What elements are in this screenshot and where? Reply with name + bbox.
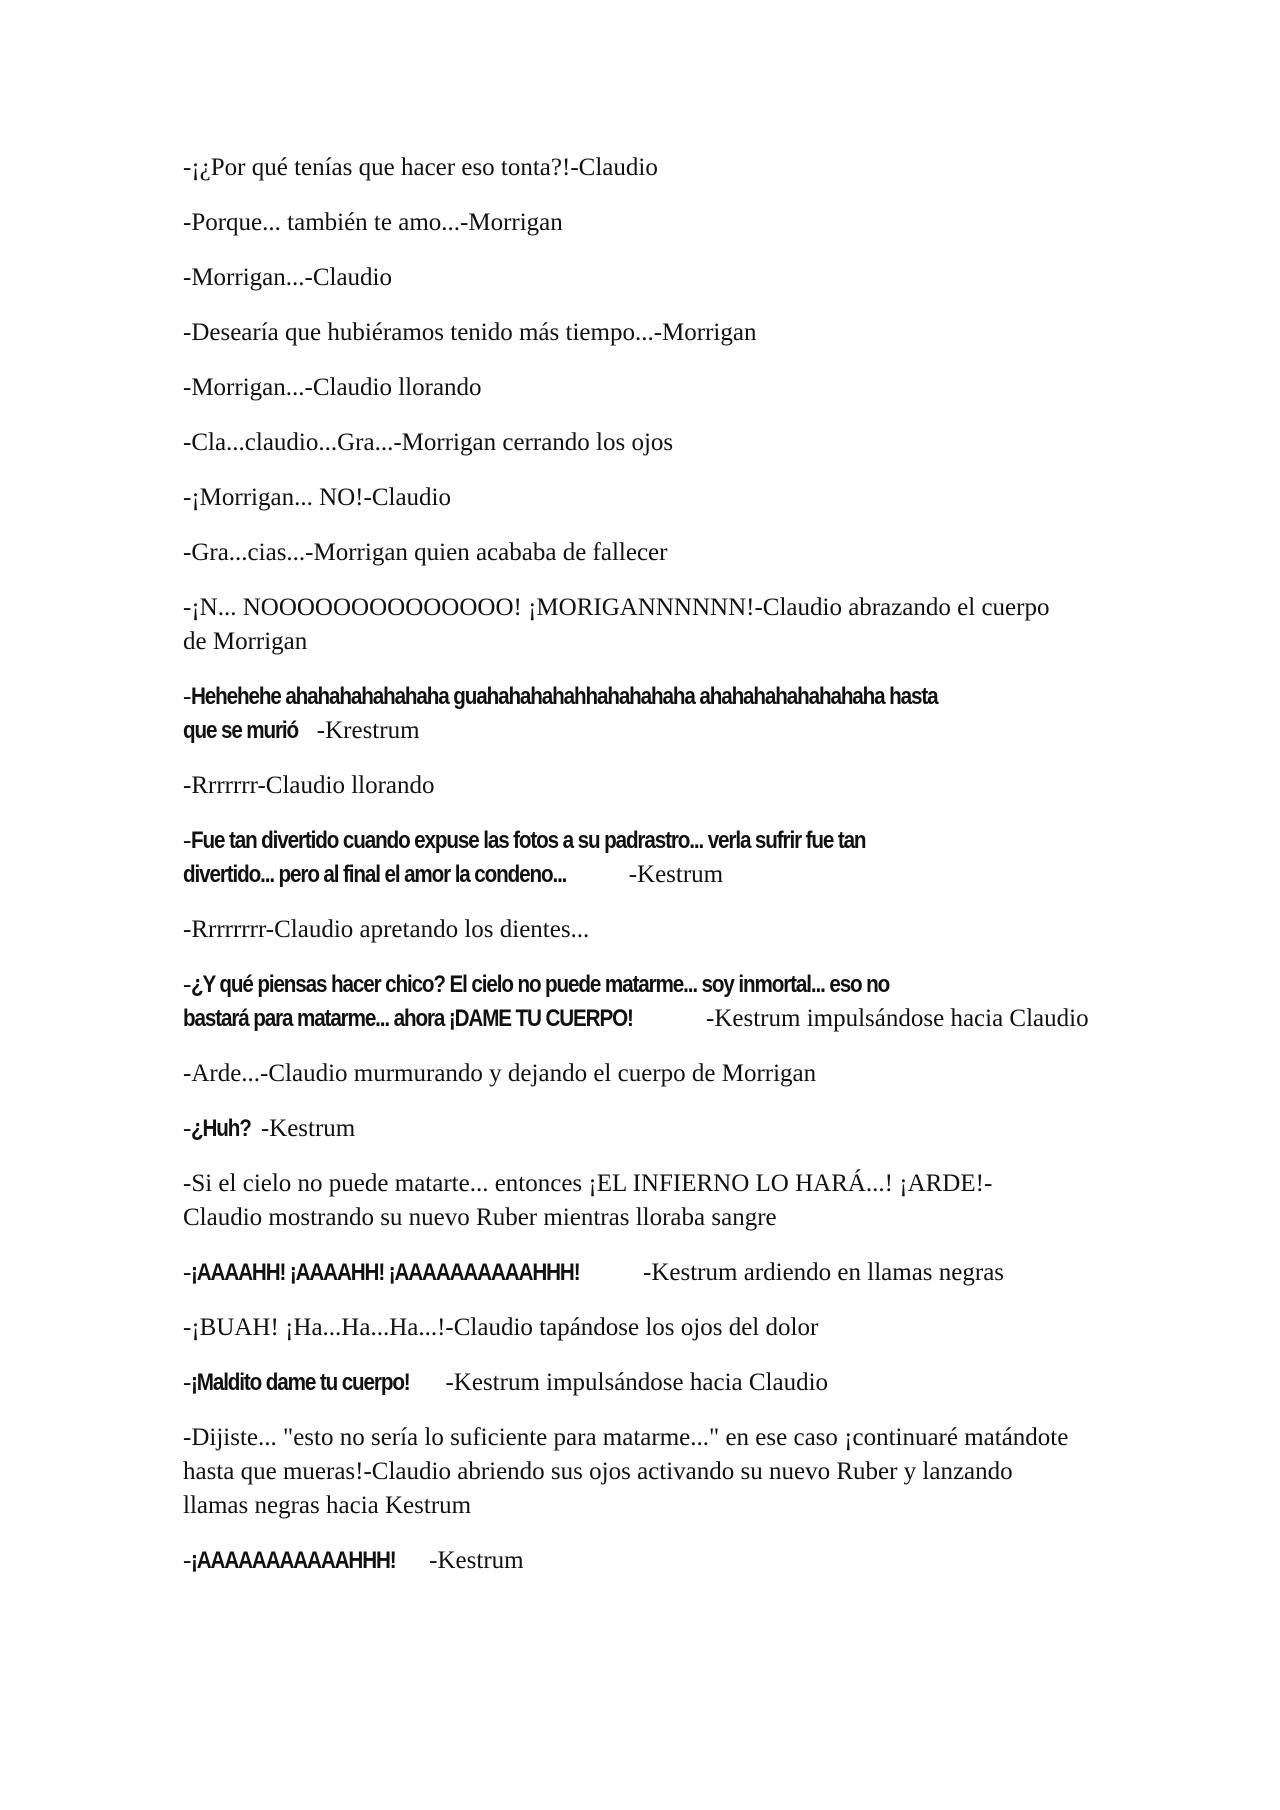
text-line: [183, 1256, 1113, 1290]
dialogue-paragraph: [183, 968, 1113, 1036]
text-line: [183, 371, 1113, 405]
shouted-speech: que se murió: [183, 717, 299, 744]
speech-text: -Cla...claudio...Gra...-Morrigan cerrando los ojos: [183, 429, 674, 456]
speech-text: -: [183, 1547, 192, 1574]
text-line: [183, 1112, 1113, 1146]
speech-text: -Porque... también te amo...-Morrigan: [183, 209, 563, 236]
text-line: [183, 1057, 1113, 1091]
dialogue-paragraph: [183, 680, 1113, 748]
dialogue-paragraph: [183, 1057, 1113, 1091]
text-line: [183, 968, 1113, 1002]
dialogue-paragraph: [183, 536, 1113, 570]
dialogue-paragraph: [183, 151, 1113, 185]
speech-text: -: [183, 971, 192, 998]
dialogue-paragraph: [183, 1421, 1113, 1523]
dialogue-paragraph: [183, 591, 1113, 659]
text-line: [183, 680, 1113, 714]
speech-text: -Kestrum: [260, 1115, 356, 1142]
text-line: [183, 1311, 1113, 1345]
text-line: [183, 1421, 1113, 1455]
shouted-speech: Hehehehe ahahahahahahaha guahahahahahhahahahaha ahahahahahahahaha hasta: [191, 683, 938, 710]
speech-text: -: [183, 1369, 192, 1396]
speech-text: -Kestrum: [628, 861, 724, 888]
shouted-speech: bastará para matarme... ahora ¡DAME TU CUERPO!: [183, 1005, 633, 1032]
shouted-speech: ¡AAAAAAAAAAAHHH!: [191, 1547, 396, 1574]
text-line: [183, 1544, 1113, 1578]
shouted-speech: ¿Y qué piensas hacer chico? El cielo no puede matarme... soy inmortal... eso no: [191, 971, 890, 998]
speech-text: -Si el cielo no puede matarte... entonces ¡EL INFIERNO LO HARÁ...! ¡ARDE!-: [183, 1170, 993, 1197]
speech-text: -: [183, 683, 192, 710]
speech-text: -Krestrum: [316, 717, 420, 744]
text-line: [183, 536, 1113, 570]
dialogue-paragraph: [183, 371, 1113, 405]
speech-text: de Morrigan: [183, 628, 308, 655]
speech-text: -Kestrum ardiendo en llamas negras: [643, 1259, 1005, 1286]
dialogue-paragraph: [183, 769, 1113, 803]
speech-text: -Morrigan...-Claudio llorando: [183, 374, 482, 401]
text-line: [183, 714, 1113, 748]
shouted-speech: ¿Huh?: [191, 1115, 252, 1142]
text-line: [183, 316, 1113, 350]
text-line: [183, 1366, 1113, 1400]
dialogue-paragraph: [183, 1167, 1113, 1235]
text-line: [183, 151, 1113, 185]
speech-text: llamas negras hacia Kestrum: [183, 1492, 472, 1519]
speech-text: -¡N... NOOOOOOOOOOOOOO! ¡MORIGANNNNNN!-Claudio abrazando el cuerpo: [183, 594, 1050, 621]
speech-text: -Dijiste... "esto no sería lo suficiente para matarme..." en ese caso ¡continuaré matándote: [183, 1424, 1069, 1451]
speech-text: -Kestrum impulsándose hacia Claudio: [706, 1005, 1089, 1032]
speech-text: -Morrigan...-Claudio: [183, 264, 392, 291]
text-line: [183, 261, 1113, 295]
text-line: [183, 1201, 1113, 1235]
text-line: [183, 625, 1113, 659]
speech-text: -Arde...-Claudio murmurando y dejando el cuerpo de Morrigan: [183, 1060, 817, 1087]
text-line: [183, 858, 1113, 892]
text-line: [183, 1455, 1113, 1489]
dialogue-paragraph: [183, 316, 1113, 350]
document-page: [183, 151, 1113, 1599]
text-line: [183, 913, 1113, 947]
dialogue-paragraph: [183, 261, 1113, 295]
dialogue-paragraph: [183, 1112, 1113, 1146]
speech-text: -Kestrum impulsándose hacia Claudio: [445, 1369, 829, 1396]
speech-text: -Desearía que hubiéramos tenido más tiempo...-Morrigan: [183, 319, 757, 346]
dialogue-paragraph: [183, 426, 1113, 460]
dialogue-paragraph: [183, 1544, 1113, 1578]
speech-text: Claudio mostrando su nuevo Ruber mientras lloraba sangre: [183, 1204, 777, 1231]
text-line: [183, 1002, 1113, 1036]
text-line: [183, 1489, 1113, 1523]
text-line: [183, 206, 1113, 240]
text-line: [183, 824, 1113, 858]
speech-text: -: [183, 827, 192, 854]
speech-text: -Rrrrrrrr-Claudio apretando los dientes...: [183, 916, 590, 943]
shouted-speech: ¡Maldito dame tu cuerpo!: [191, 1369, 410, 1396]
text-line: [183, 1167, 1113, 1201]
speech-text: hasta que mueras!-Claudio abriendo sus ojos activando su nuevo Ruber y lanzando: [183, 1458, 1013, 1485]
speech-text: -Gra...cias...-Morrigan quien acababa de fallecer: [183, 539, 668, 566]
speech-text: -¡BUAH! ¡Ha...Ha...Ha...!-Claudio tapándose los ojos del dolor: [183, 1314, 819, 1341]
shouted-speech: divertido... pero al final el amor la condeno...: [183, 861, 567, 888]
dialogue-paragraph: [183, 481, 1113, 515]
speech-text: -Kestrum: [429, 1547, 524, 1574]
dialogue-paragraph: [183, 1366, 1113, 1400]
speech-text: -¡Morrigan... NO!-Claudio: [183, 484, 451, 511]
text-line: [183, 426, 1113, 460]
shouted-speech: ¡AAAAHH! ¡AAAAHH! ¡AAAAAAAAAAHHH!: [191, 1259, 580, 1286]
speech-text: -Rrrrrrr-Claudio llorando: [183, 772, 435, 799]
text-line: [183, 591, 1113, 625]
text-line: [183, 481, 1113, 515]
dialogue-paragraph: [183, 913, 1113, 947]
dialogue-paragraph: [183, 206, 1113, 240]
shouted-speech: Fue tan divertido cuando expuse las fotos a su padrastro... verla sufrir fue tan: [191, 827, 866, 854]
speech-text: -: [183, 1259, 192, 1286]
speech-text: -: [183, 1115, 192, 1142]
dialogue-paragraph: [183, 824, 1113, 892]
dialogue-paragraph: [183, 1311, 1113, 1345]
speech-text: -¡¿Por qué tenías que hacer eso tonta?!-Claudio: [183, 154, 658, 181]
text-line: [183, 769, 1113, 803]
dialogue-paragraph: [183, 1256, 1113, 1290]
